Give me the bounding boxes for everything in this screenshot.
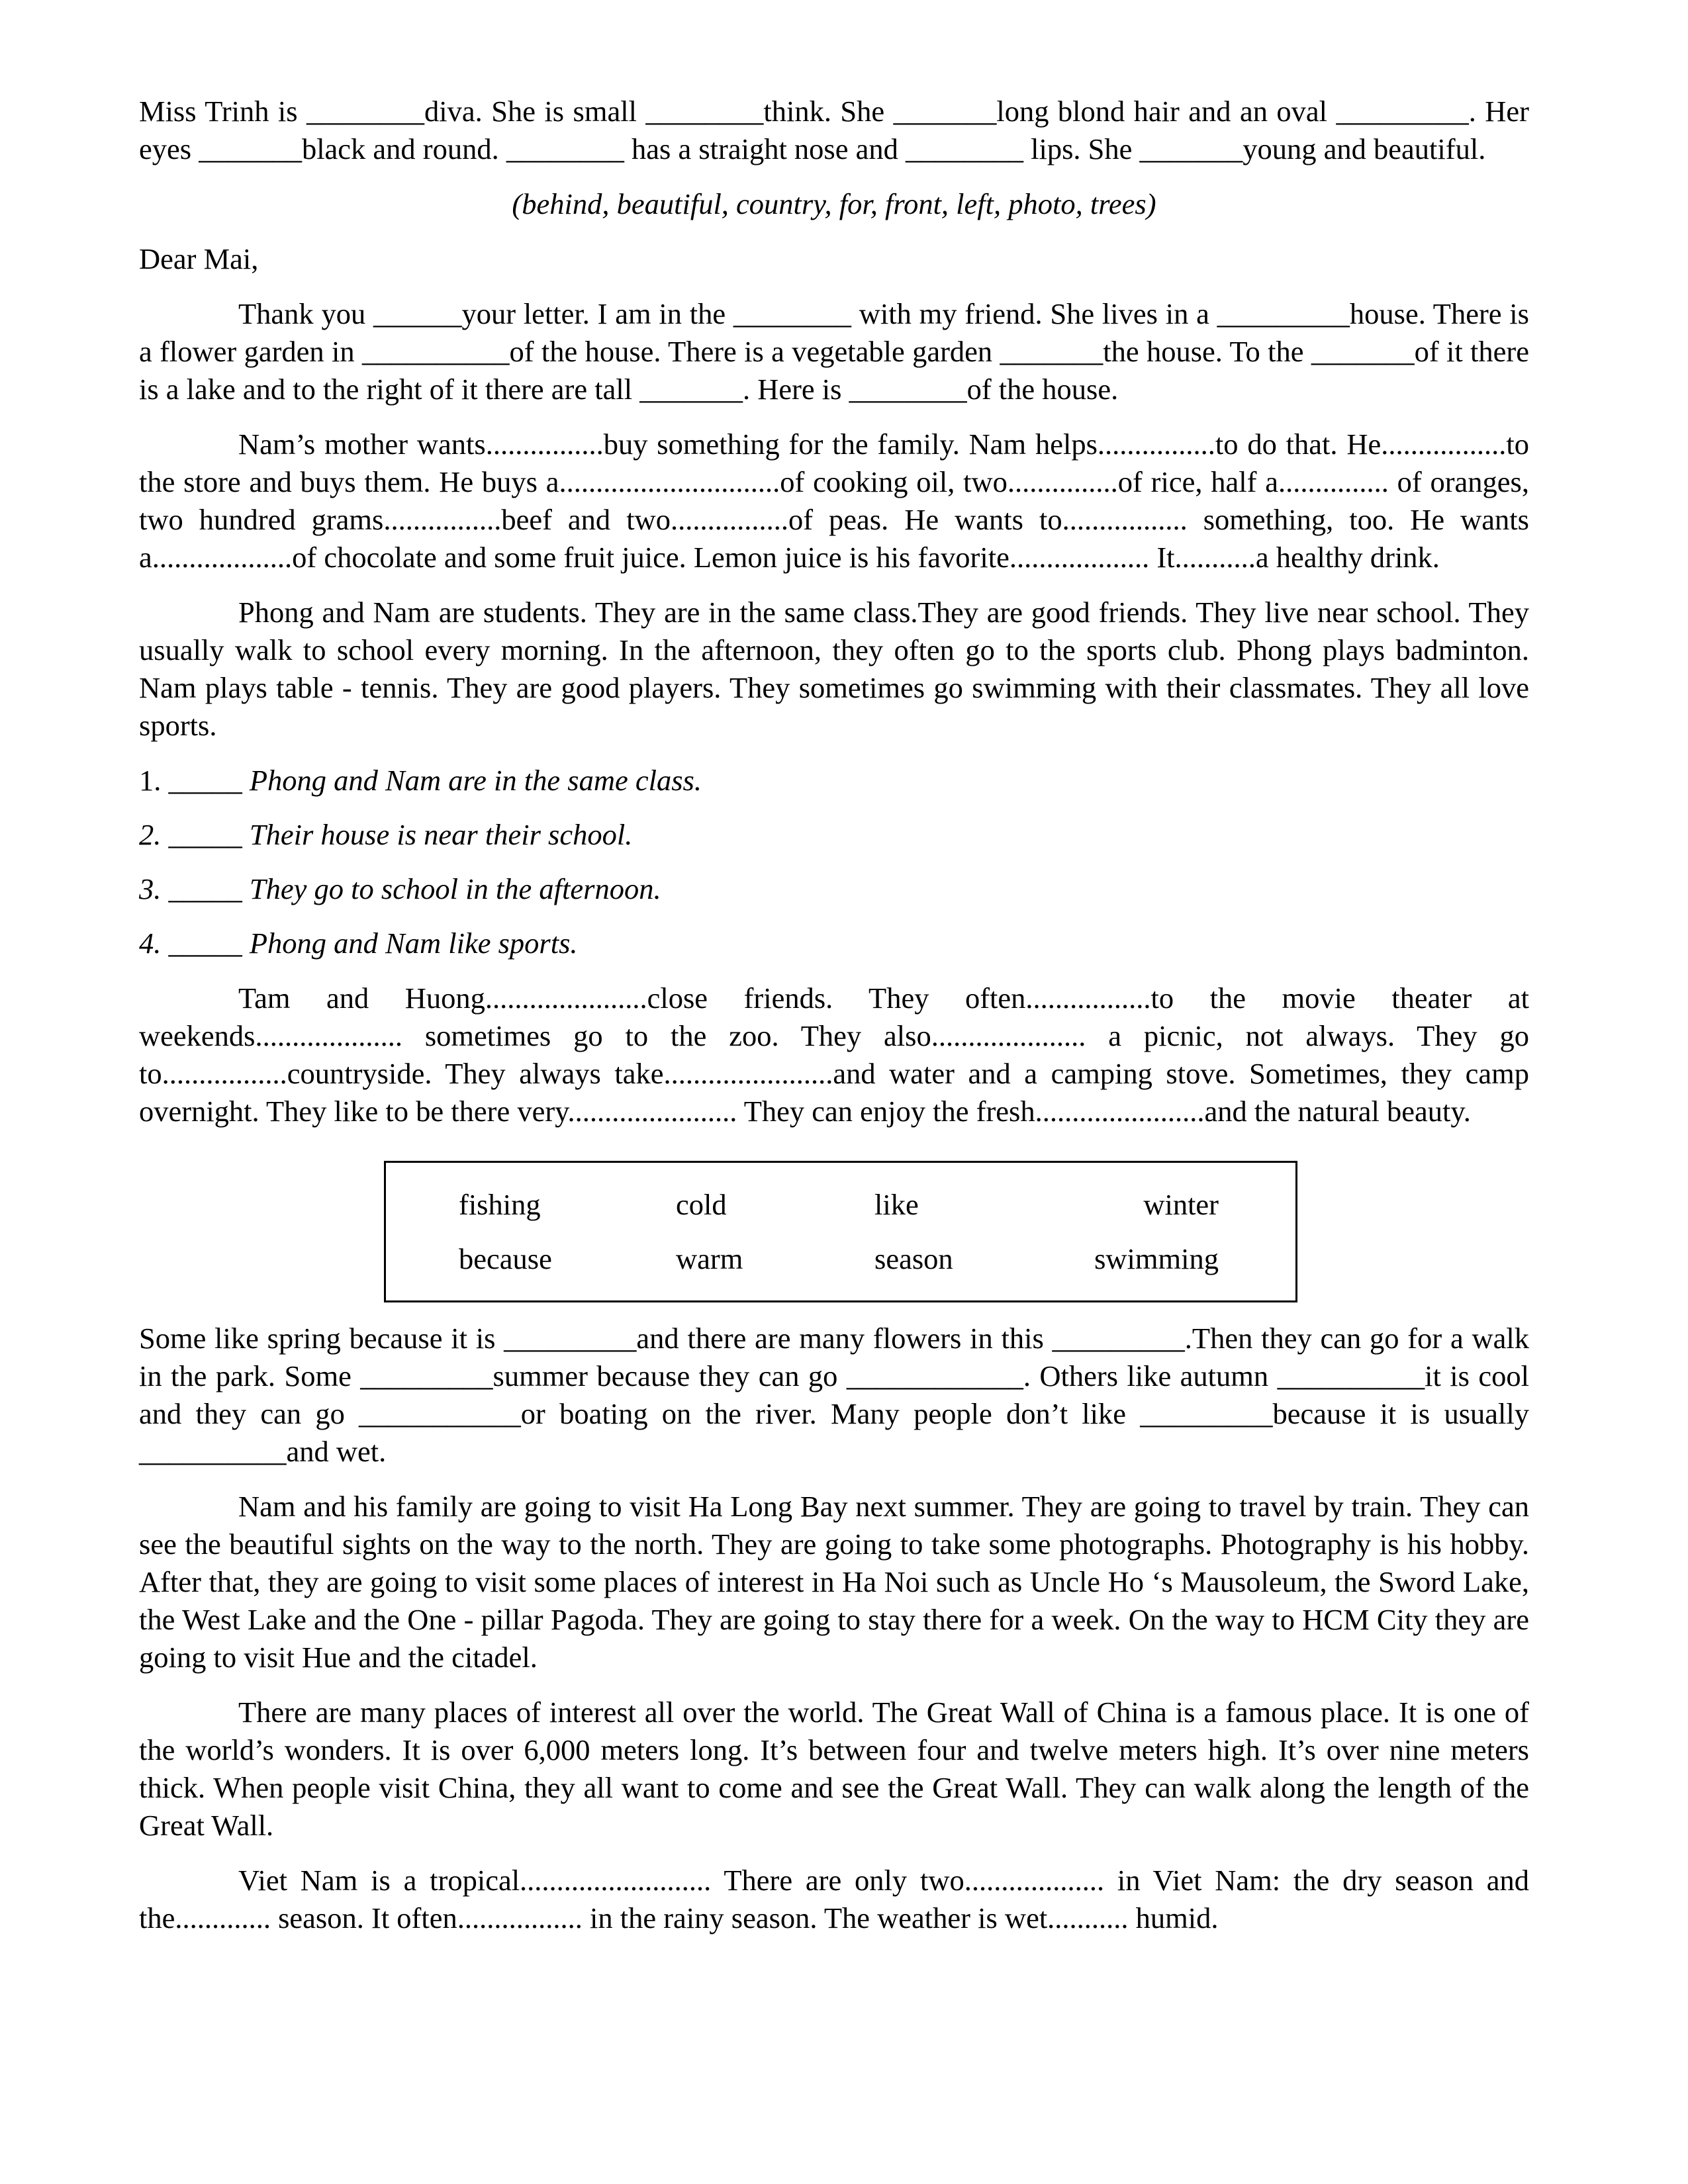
statement-text: They go to school in the afternoon. [249,872,661,905]
word-box-row [386,1177,1281,1232]
word-box-word: winter [1143,1187,1219,1221]
passage-phong-nam: Phong and Nam are students. They are in the same class.They are good friends. They live near school. They usually walk to school every morning. In the afternoon, they often go to the sports club. Phong plays badminton. Nam plays table - tennis. They are good players. They sometimes go swimming with their classmates. They all love sports. [139,596,1529,742]
statement-text: Phong and Nam are in the same class. [249,764,702,797]
word-box-word: warm [676,1242,743,1275]
passage-miss-trinh: Miss Trinh is ________diva. She is small ________think. She _______long blond hair and an oval _________. Her eyes _______black and round. ________ has a straight nose and ________ lips. She _______young and beautiful. [139,95,1529,165]
word-box-row [386,1232,1281,1286]
statement-1 [139,762,1529,799]
word-box-word: fishing [459,1187,541,1221]
word-box-word: swimming [1094,1242,1219,1275]
passage-viet-nam: Viet Nam is a tropical.......................... There are only two................... in Viet Nam: the dry season and the............. season. It often................. in the rainy season. The weather is wet........... humid. [139,1864,1529,1934]
statement-4 [139,925,1529,962]
word-box-word: season [874,1242,953,1275]
statement-text: Phong and Nam like sports. [249,927,578,960]
word-list: (behind, beautiful, country, for, front, left, photo, trees) [512,187,1156,220]
passage-tam-huong: Tam and Huong......................close friends. They often.................to the movie theater at weekends.................... sometimes go to the zoo. They also..................... a picnic, not always. They go to.................countryside. They always take.......................and water and a camping stove. Sometimes, they camp overnight. They like to be there very....................... They can enjoy the fresh.......................and the natural beauty. [139,981,1529,1128]
word-box-word: cold [676,1187,727,1221]
statement-2 [139,816,1529,854]
statement-text: Their house is near their school. [249,818,633,851]
passage-letter: Thank you ______your letter. I am in the ________ with my friend. She lives in a _________house. There is a flower garden in __________of the house. There is a vegetable garden _______the house. To the _______of it there is a lake and to the right of it there are tall _______. Here is ________of the house. [139,297,1529,406]
statement-3 [139,870,1529,908]
statement-number: 2. _____ [139,818,242,851]
passage-great-wall: There are many places of interest all over the world. The Great Wall of China is a famous place. It is one of the world’s wonders. It is over 6,000 meters long. It’s between four and twelve meters high. It’s over nine meters thick. When people visit China, they all want to come and see the Great Wall. They can walk along the length of the Great Wall. [139,1696,1529,1842]
true-false-statements [139,762,1529,962]
statement-number: 4. _____ [139,927,242,960]
word-box-word: because [459,1242,552,1275]
worksheet-page [139,93,1529,1937]
letter-salutation: Dear Mai, [139,242,259,275]
passage-shopping: Nam’s mother wants................buy something for the family. Nam helps................to do that. He.................to the store and buys them. He buys a..............................of cooking oil, two...............of rice, half a............... of oranges, two hundred grams................beef and two................of peas. He wants to................. something, too. He wants a...................of chocolate and some fruit juice. Lemon juice is his favorite................... It...........a healthy drink. [139,428,1529,574]
passage-ha-long: Nam and his family are going to visit Ha Long Bay next summer. They are going to travel by train. They can see the beautiful sights on the way to the north. They are going to take some photographs. Photography is his hobby. After that, they are going to visit some places of interest in Ha Noi such as Uncle Ho ‘s Mausoleum, the Sword Lake, the West Lake and the One - pillar Pagoda. They are going to stay there for a week. On the way to HCM City they are going to visit Hue and the citadel. [139,1490,1529,1674]
statement-number: 1. _____ [139,764,242,797]
word-box-word: like [874,1187,919,1221]
statement-number: 3. _____ [139,872,242,905]
word-box [384,1161,1297,1302]
passage-seasons: Some like spring because it is _________and there are many flowers in this _________.Then they can go for a walk in the park. Some _________summer because they can go ____________. Others like autumn __________it is cool and they can go ___________or boating on the river. Many people don’t like _________because it is usually __________and wet. [139,1322,1529,1468]
